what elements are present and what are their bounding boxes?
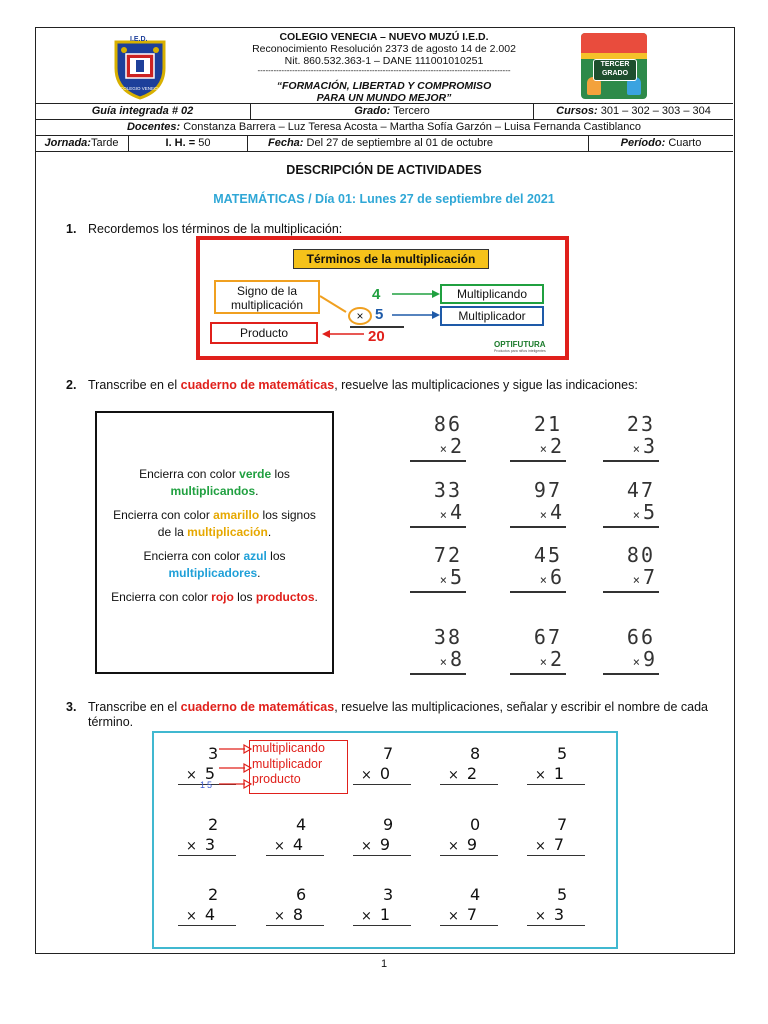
diagram-product: 20 <box>368 328 385 345</box>
instruction-2-term: multiplicación <box>187 525 268 539</box>
times-sign: × <box>539 573 547 587</box>
q3-multiplier <box>361 905 390 924</box>
instruction-1-color: verde <box>239 467 272 481</box>
q3-answer-line <box>440 855 498 856</box>
q2-multiplicand: 86 <box>433 412 462 436</box>
q2-answer-line <box>603 460 659 462</box>
q3-text-a: Transcribe en el <box>88 700 181 714</box>
q2-problem <box>510 478 570 536</box>
school-resolution: Reconocimiento Resolución 2373 de agosto 14 de 2.002 <box>252 43 516 55</box>
diagram-brand: OPTIFUTURA <box>494 340 546 349</box>
q3-multiplicand: 5 <box>557 744 568 763</box>
info-row-2 <box>35 119 733 136</box>
q3-number: 3. <box>66 700 77 714</box>
grade-cell <box>251 103 533 119</box>
times-sign: × <box>439 573 447 587</box>
instruction-3-color: azul <box>243 549 267 563</box>
q3-multiplier <box>448 764 477 783</box>
q2-multiplier <box>540 565 562 589</box>
header-box <box>35 27 733 104</box>
badge-text-1: TERCER <box>600 61 630 68</box>
q3-multiplier-digit: 3 <box>204 835 216 854</box>
q1-text: Recordemos los términos de la multiplicación: <box>88 222 343 236</box>
times-sign: × <box>632 442 640 456</box>
q2-multiplicand: 45 <box>533 543 562 567</box>
q2-problem <box>410 412 470 470</box>
q3-answer-line <box>178 925 236 926</box>
q3-multiplier-digit: 7 <box>553 835 565 854</box>
q2-multiplicand: 38 <box>433 625 462 649</box>
q3-multiplicand: 2 <box>208 815 219 834</box>
q2-multiplier <box>440 647 462 671</box>
times-sign: × <box>448 839 459 854</box>
shift-label: Jornada: <box>44 137 91 149</box>
q2-problem <box>410 478 470 536</box>
q2-multiplicand: 80 <box>626 543 655 567</box>
q3-text-c: , resuelve las multiplicaciones, señalar y escribir el nombre de cada término. <box>88 700 708 729</box>
q3-multiplicand: 3 <box>208 744 219 763</box>
diagram-multiplicand: 4 <box>372 286 381 303</box>
instruction-4-term: productos <box>255 590 315 604</box>
instruction-2-color: amarillo <box>213 508 260 522</box>
label-multiplicand: multiplicando <box>252 741 325 755</box>
q3-multiplier-digit: 5 <box>204 764 216 783</box>
times-sign: × <box>186 909 197 924</box>
school-nit: Nit. 860.532.363-1 – DANE 111001010251 <box>284 55 484 67</box>
q2-answer-line <box>510 526 566 528</box>
q3-problem <box>178 815 238 865</box>
times-sign: × <box>186 768 197 783</box>
info-row-3 <box>35 135 733 152</box>
badge-text-2: GRADO <box>601 70 629 77</box>
q3-multiplier <box>535 905 564 924</box>
instruction-3-term: multiplicadores <box>168 566 258 580</box>
crest-text: I.E.D. <box>130 36 148 43</box>
page-subtitle: MATEMÁTICAS / Día 01: Lunes 27 de septiembre del 2021 <box>213 192 555 206</box>
q3-problem <box>440 885 500 935</box>
q2-multiplier <box>540 647 562 671</box>
q2-multiplier <box>540 434 562 458</box>
q2-multiplier <box>540 500 562 524</box>
q2-multiplier-digit: 2 <box>549 647 562 671</box>
times-sign: × <box>274 909 285 924</box>
q2-multiplier-digit: 8 <box>449 647 462 671</box>
q3-answer-line <box>353 925 411 926</box>
q3-multiplier <box>535 835 564 854</box>
instruction-2-a: Encierra con color <box>113 508 214 522</box>
instruction-1-c: . <box>255 484 259 498</box>
q2-problem <box>510 543 570 601</box>
q3-problem <box>527 744 587 794</box>
q3-answer-line <box>440 784 498 785</box>
q2-notebook: cuaderno de matemáticas <box>180 378 335 392</box>
q2-multiplicand: 67 <box>533 625 562 649</box>
q3-multiplier <box>535 764 564 783</box>
q3-multiplicand: 0 <box>470 815 481 834</box>
q3-answer-line <box>527 784 585 785</box>
q3-problem <box>440 744 500 794</box>
instruction-1 <box>107 466 322 500</box>
diagram-title: Términos de la multiplicación <box>293 249 489 269</box>
q3-multiplier-digit: 7 <box>466 905 478 924</box>
times-sign: × <box>448 768 459 783</box>
q3-problem <box>527 885 587 935</box>
q2-multiplier <box>633 647 655 671</box>
q3-multiplier <box>274 835 303 854</box>
times-sign: × <box>539 442 547 456</box>
q2-answer-line <box>603 526 659 528</box>
q2-answer-line <box>410 460 466 462</box>
school-name: COLEGIO VENECIA – NUEVO MUZÚ I.E.D. <box>279 31 489 43</box>
q3-multiplier-digit: 1 <box>379 905 391 924</box>
q3-problem <box>178 885 238 935</box>
grade-value: Tercero <box>393 105 430 117</box>
q2-multiplier <box>440 565 462 589</box>
shift-value: Tarde <box>90 137 119 149</box>
q2-problem <box>510 625 570 683</box>
q2-answer-line <box>603 673 659 675</box>
q2-multiplier <box>440 434 462 458</box>
q3-problem <box>353 744 413 794</box>
diagram-brand-sub: Productos para niños inteligentes <box>494 349 546 353</box>
q2-multiplicand: 97 <box>533 478 562 502</box>
instruction-1-a: Encierra con color <box>139 467 240 481</box>
courses-cell <box>534 103 733 119</box>
courses-label: Cursos: <box>556 105 598 117</box>
times-sign: × <box>535 768 546 783</box>
q2-answer-line <box>510 673 566 675</box>
times-sign: × <box>535 909 546 924</box>
q2-multiplier <box>633 565 655 589</box>
q3-multiplicand: 3 <box>383 885 394 904</box>
teachers-cell <box>35 119 733 135</box>
q3-multiplier <box>186 835 215 854</box>
q3-multiplier <box>274 905 303 924</box>
label-product: producto <box>252 772 301 786</box>
q2-answer-line <box>410 591 466 593</box>
q2-multiplier-digit: 9 <box>642 647 655 671</box>
period-label: Período: <box>620 137 666 149</box>
ih-cell <box>129 135 247 151</box>
q3-multiplicand: 6 <box>296 885 307 904</box>
q2-multiplier-digit: 4 <box>449 500 462 524</box>
page-title: DESCRIPCIÓN DE ACTIVIDADES <box>286 163 482 177</box>
q2-multiplier <box>633 434 655 458</box>
q2-answer-line <box>410 526 466 528</box>
q3-answer-line <box>353 855 411 856</box>
times-sign: × <box>448 909 459 924</box>
q3-multiplier <box>448 905 477 924</box>
q3-multiplicand: 4 <box>296 815 307 834</box>
q3-multiplier-digit: 2 <box>466 764 478 783</box>
q2-multiplier-digit: 2 <box>549 434 562 458</box>
q2-text <box>88 378 718 393</box>
instruction-4 <box>107 589 322 606</box>
date-label: Fecha: <box>268 137 304 149</box>
times-sign: × <box>439 442 447 456</box>
q2-multiplier-digit: 4 <box>549 500 562 524</box>
q2-problem <box>510 412 570 470</box>
q2-multiplicand: 21 <box>533 412 562 436</box>
instruction-3-a: Encierra con color <box>143 549 244 563</box>
instruction-1-term: multiplicandos <box>170 484 256 498</box>
q2-multiplier-digit: 5 <box>642 500 655 524</box>
times-sign: × <box>535 839 546 854</box>
q3-multiplier <box>361 835 390 854</box>
grade-label: Grado: <box>354 105 391 117</box>
shift-cell <box>35 135 128 151</box>
q3-multiplier-digit: 1 <box>553 764 565 783</box>
info-row-1 <box>35 103 733 120</box>
q2-problem <box>603 625 663 683</box>
q1-number: 1. <box>66 222 77 236</box>
q3-multiplier-digit: 0 <box>379 764 391 783</box>
period-value: Cuarto <box>668 137 702 149</box>
multiplication-terms-diagram <box>196 236 569 360</box>
q3-answer-line <box>266 925 324 926</box>
q3-answer-line <box>178 855 236 856</box>
q2-answer-line <box>603 591 659 593</box>
q2-multiplicand: 72 <box>433 543 462 567</box>
times-sign: × <box>361 909 372 924</box>
q3-multiplicand: 7 <box>383 744 394 763</box>
q3-problem <box>353 815 413 865</box>
q3-problem <box>266 885 326 935</box>
times-sign: × <box>361 768 372 783</box>
q2-multiplier-digit: 3 <box>642 434 655 458</box>
q2-problem <box>410 543 470 601</box>
q2-multiplier-digit: 6 <box>549 565 562 589</box>
q3-multiplier-digit: 8 <box>292 905 304 924</box>
q2-answer-line <box>510 591 566 593</box>
diagram-sign-label: Signo de la multiplicación <box>214 280 320 314</box>
instruction-4-a: Encierra con color <box>111 590 212 604</box>
example-labels-box <box>249 740 348 794</box>
q3-multiplier-digit: 4 <box>292 835 304 854</box>
times-sign: × <box>632 655 640 669</box>
diagram-multiplier: 5 <box>375 306 384 323</box>
q2-multiplicand: 66 <box>626 625 655 649</box>
q2-number: 2. <box>66 378 77 392</box>
times-sign: × <box>632 573 640 587</box>
courses-value: 301 – 302 – 303 – 304 <box>600 105 711 117</box>
date-cell <box>248 135 608 151</box>
q2-text-c: , resuelve las multiplicaciones y sigue las indicaciones: <box>334 378 638 392</box>
q2-multiplier <box>440 500 462 524</box>
guide-label: Guía integrada # 02 <box>91 105 194 117</box>
example-result: 15 <box>200 780 215 790</box>
q3-multiplier <box>361 764 390 783</box>
header-dashes: ----------------------------------------------------------------------------------------------- <box>257 66 511 75</box>
q3-multiplicand: 4 <box>470 885 481 904</box>
ih-label: I. H. = <box>165 137 196 149</box>
motto-line-2: PARA UN MUNDO MEJOR” <box>316 92 452 104</box>
q3-multiplier <box>186 905 215 924</box>
q2-problem <box>603 412 663 470</box>
q3-notebook: cuaderno de matemáticas <box>180 700 335 714</box>
times-sign: × <box>361 839 372 854</box>
instruction-2 <box>107 507 322 541</box>
q3-multiplier-digit: 9 <box>466 835 478 854</box>
diagram-product-label: Producto <box>210 322 318 344</box>
ih-value: 50 <box>198 137 211 149</box>
teachers-value: Constanza Barrera – Luz Teresa Acosta – Martha Sofía Garzón – Luisa Fernanda Castiblanco <box>183 121 642 133</box>
q2-problem <box>410 625 470 683</box>
instruction-3-c: . <box>257 566 261 580</box>
instruction-3-b: los <box>266 549 286 563</box>
q3-problem <box>527 815 587 865</box>
q2-multiplicand: 23 <box>626 412 655 436</box>
q3-multiplier-digit: 3 <box>553 905 565 924</box>
diagram-multiplicand-label: Multiplicando <box>440 284 544 304</box>
q2-multiplicand: 47 <box>626 478 655 502</box>
instruction-2-b: los signos de la <box>157 508 316 539</box>
q3-answer-line <box>527 925 585 926</box>
times-sign: × <box>439 655 447 669</box>
times-sign: × <box>274 839 285 854</box>
q3-answer-line <box>440 925 498 926</box>
q3-multiplier-digit: 9 <box>379 835 391 854</box>
q3-answer-line <box>527 855 585 856</box>
q3-problem <box>353 885 413 935</box>
q2-answer-line <box>410 673 466 675</box>
q3-answer-line <box>353 784 411 785</box>
instruction-3 <box>107 548 322 582</box>
q2-problem <box>603 543 663 601</box>
period-cell <box>589 135 733 151</box>
q2-multiplier-digit: 5 <box>449 565 462 589</box>
q2-multiplier <box>633 500 655 524</box>
diagram-multiplier-label: Multiplicador <box>440 306 544 326</box>
q3-multiplicand: 9 <box>383 815 394 834</box>
times-sign: × <box>539 655 547 669</box>
crest-bottom-text: COLEGIO VENECIA <box>120 86 162 91</box>
instruction-2-c: . <box>267 525 272 539</box>
q3-answer-line <box>266 855 324 856</box>
date-value: Del 27 de septiembre al 01 de octubre <box>306 137 494 149</box>
q2-multiplier-digit: 7 <box>642 565 655 589</box>
q2-text-a: Transcribe en el <box>88 378 181 392</box>
q3-problem <box>440 815 500 865</box>
q2-multiplier-digit: 2 <box>449 434 462 458</box>
q3-multiplicand: 7 <box>557 815 568 834</box>
q2-problem <box>603 478 663 536</box>
q2-answer-line <box>510 460 566 462</box>
q3-multiplier <box>448 835 477 854</box>
instruction-1-b: los <box>271 467 290 481</box>
label-multiplier: multiplicador <box>252 756 323 771</box>
instruction-4-color: rojo <box>211 590 234 604</box>
page-number: 1 <box>380 958 388 970</box>
q3-text <box>88 700 718 730</box>
instruction-4-b: los <box>233 590 256 604</box>
diagram-times-sign: × <box>348 307 372 325</box>
q3-problem <box>266 815 326 865</box>
instruction-4-c: . <box>314 590 318 604</box>
q2-multiplicand: 33 <box>433 478 462 502</box>
q3-multiplier-digit: 4 <box>204 905 216 924</box>
instructions-box <box>95 411 334 674</box>
q3-multiplicand: 8 <box>470 744 481 763</box>
teachers-label: Docentes: <box>126 121 181 133</box>
motto-line-1: “FORMACIÓN, LIBERTAD Y COMPROMISO <box>276 80 492 92</box>
q3-multiplicand: 2 <box>208 885 219 904</box>
times-sign: × <box>439 508 447 522</box>
times-sign: × <box>632 508 640 522</box>
times-sign: × <box>539 508 547 522</box>
times-sign: × <box>186 839 197 854</box>
q3-multiplicand: 5 <box>557 885 568 904</box>
